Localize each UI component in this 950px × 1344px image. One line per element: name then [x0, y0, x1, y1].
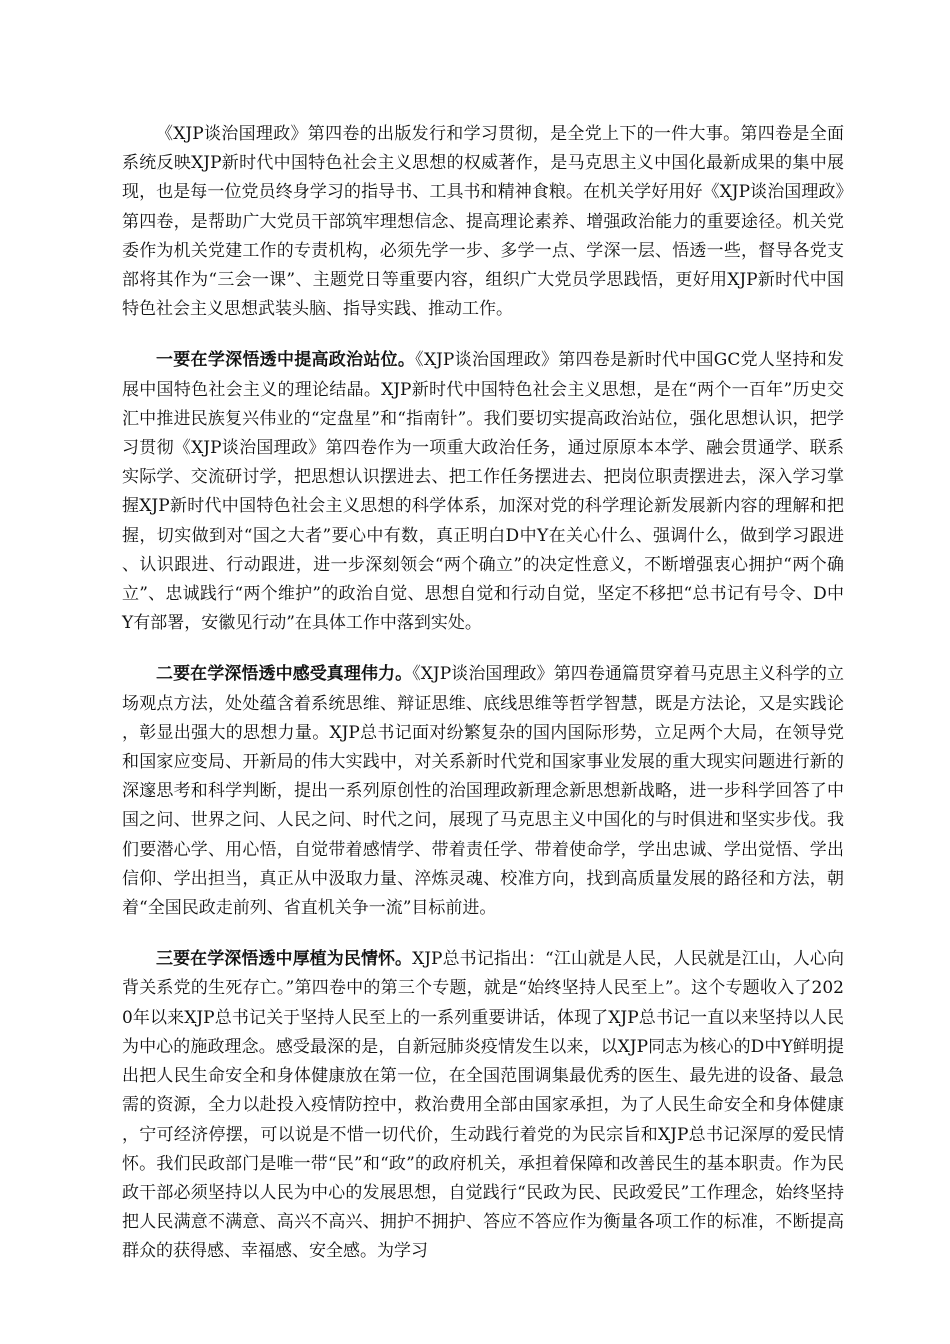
paragraph-lead: 二要在学深悟透中感受真理伟力。 [156, 664, 413, 685]
paragraph-text: XJP总书记指出：“江山就是人民，人民就是江山，人心向背关系党的生死存亡。”第四卷中的第三个专题，就是“始终坚持人民至上”。这个专题收入了2020年以来XJP总书记关于坚持人民至上的一系列重要讲话，体现了XJP总书记一直以来坚持以人民为中心的施政理念。感受最深的是，自新冠肺炎疫情发生以来，以XJP同志为核心的D中Y鲜明提出把人民生命安全和身体健康放在第一位，在全国范围调集最优秀的医生、最先进的设备、最急需的资源，全力以赴投入疫情防控中，救治费用全部由国家承担，为了人民生命安全和身体健康，宁可经济停摆，可以说是不惜一切代价，生动践行着党的为民宗旨和XJP总书记深厚的爱民情怀。我们民政部门是唯一带“民”和“政”的政府机关，承担着保障和改善民生的基本职责。作为民政干部必须坚持以人民为中心的发展思想，自觉践行“民政为民、民政爱民”工作理念，始终坚持把人民满意不满意、高兴不高兴、拥护不拥护、答应不答应作为衡量各项工作的标准，不断提高群众的获得感、幸福感、安全感。为学习 [122, 949, 845, 1262]
paragraph-truth-power [122, 660, 844, 923]
paragraph-lead: 三要在学深悟透中厚植为民情怀。 [156, 949, 413, 970]
paragraph-lead: 一要在学深悟透中提高政治站位。 [156, 350, 416, 371]
document-page [122, 120, 844, 1267]
paragraph-text: 《XJP谈治国理政》第四卷是新时代中国GC党人坚持和发展中国特色社会主义的理论结晶。XJP新时代中国特色社会主义思想，是在“两个一百年”历史交汇中推进民族复兴伟业的“定盘星”和“指南针”。我们要切实提高政治站位，强化思想认识，把学习贯彻《XJP谈治国理政》第四卷作为一项重大政治任务，通过原原本本学、融会贯通学、联系实际学、交流研讨学，把思想认识摆进去、把工作任务摆进去、把岗位职责摆进去，深入学习掌握XJP新时代中国特色社会主义思想的科学体系，加深对党的科学理论新发展新内容的理解和把握，切实做到对“国之大者”要心中有数，真正明白D中Y在关心什么、强调什么，做到学习跟进、认识跟进、行动跟进，进一步深刻领会“两个确立”的决定性意义，不断增强衷心拥护“两个确立”、忠诚践行“两个维护”的政治自觉、思想自觉和行动自觉，坚定不移把“总书记有号令、D中Y有部署，安徽见行动”在具体工作中落到实处。 [122, 350, 844, 634]
paragraph-intro [122, 120, 844, 324]
paragraph-political-stance [122, 346, 844, 638]
paragraph-text: 《XJP谈治国理政》第四卷通篇贯穿着马克思主义科学的立场观点方法，处处蕴含着系统思维、辩证思维、底线思维等哲学智慧，既是方法论，又是实践论，彰显出强大的思想力量。XJP总书记面对纷繁复杂的国内国际形势，立足两个大局，在领导党和国家应变局、开新局的伟大实践中，对关系新时代党和国家事业发展的重大现实问题进行新的深邃思考和科学判断，提出一系列原创性的治国理政新理念新思想新战略，进一步科学回答了中国之问、世界之问、人民之问、时代之问，展现了马克思主义中国化的与时俱进和坚实步伐。我们要潜心学、用心悟，自觉带着感情学、带着责任学、带着使命学，学出忠诚、学出觉悟、学出信仰、学出担当，真正从中汲取力量、淬炼灵魂、校准方向，找到高质量发展的路径和方法，朝着“全国民政走前列、省直机关争一流”目标前进。 [122, 664, 845, 919]
paragraph-text: 《XJP谈治国理政》第四卷的出版发行和学习贯彻，是全党上下的一件大事。第四卷是全面系统反映XJP新时代中国特色社会主义思想的权威著作，是马克思主义中国化最新成果的集中展现，也是每一位党员终身学习的指导书、工具书和精神食粮。在机关学好用好《XJP谈治国理政》第四卷，是帮助广大党员干部筑牢理想信念、提高理论素养、增强政治能力的重要途径。机关党委作为机关党建工作的专责机构，必须先学一步、多学一点、学深一层、悟透一些，督导各党支部将其作为“三会一课”、主题党日等重要内容，组织广大党员学思践悟，更好用XJP新时代中国特色社会主义思想武装头脑、指导实践、推动工作。 [122, 124, 844, 320]
paragraph-people-first [122, 945, 844, 1266]
